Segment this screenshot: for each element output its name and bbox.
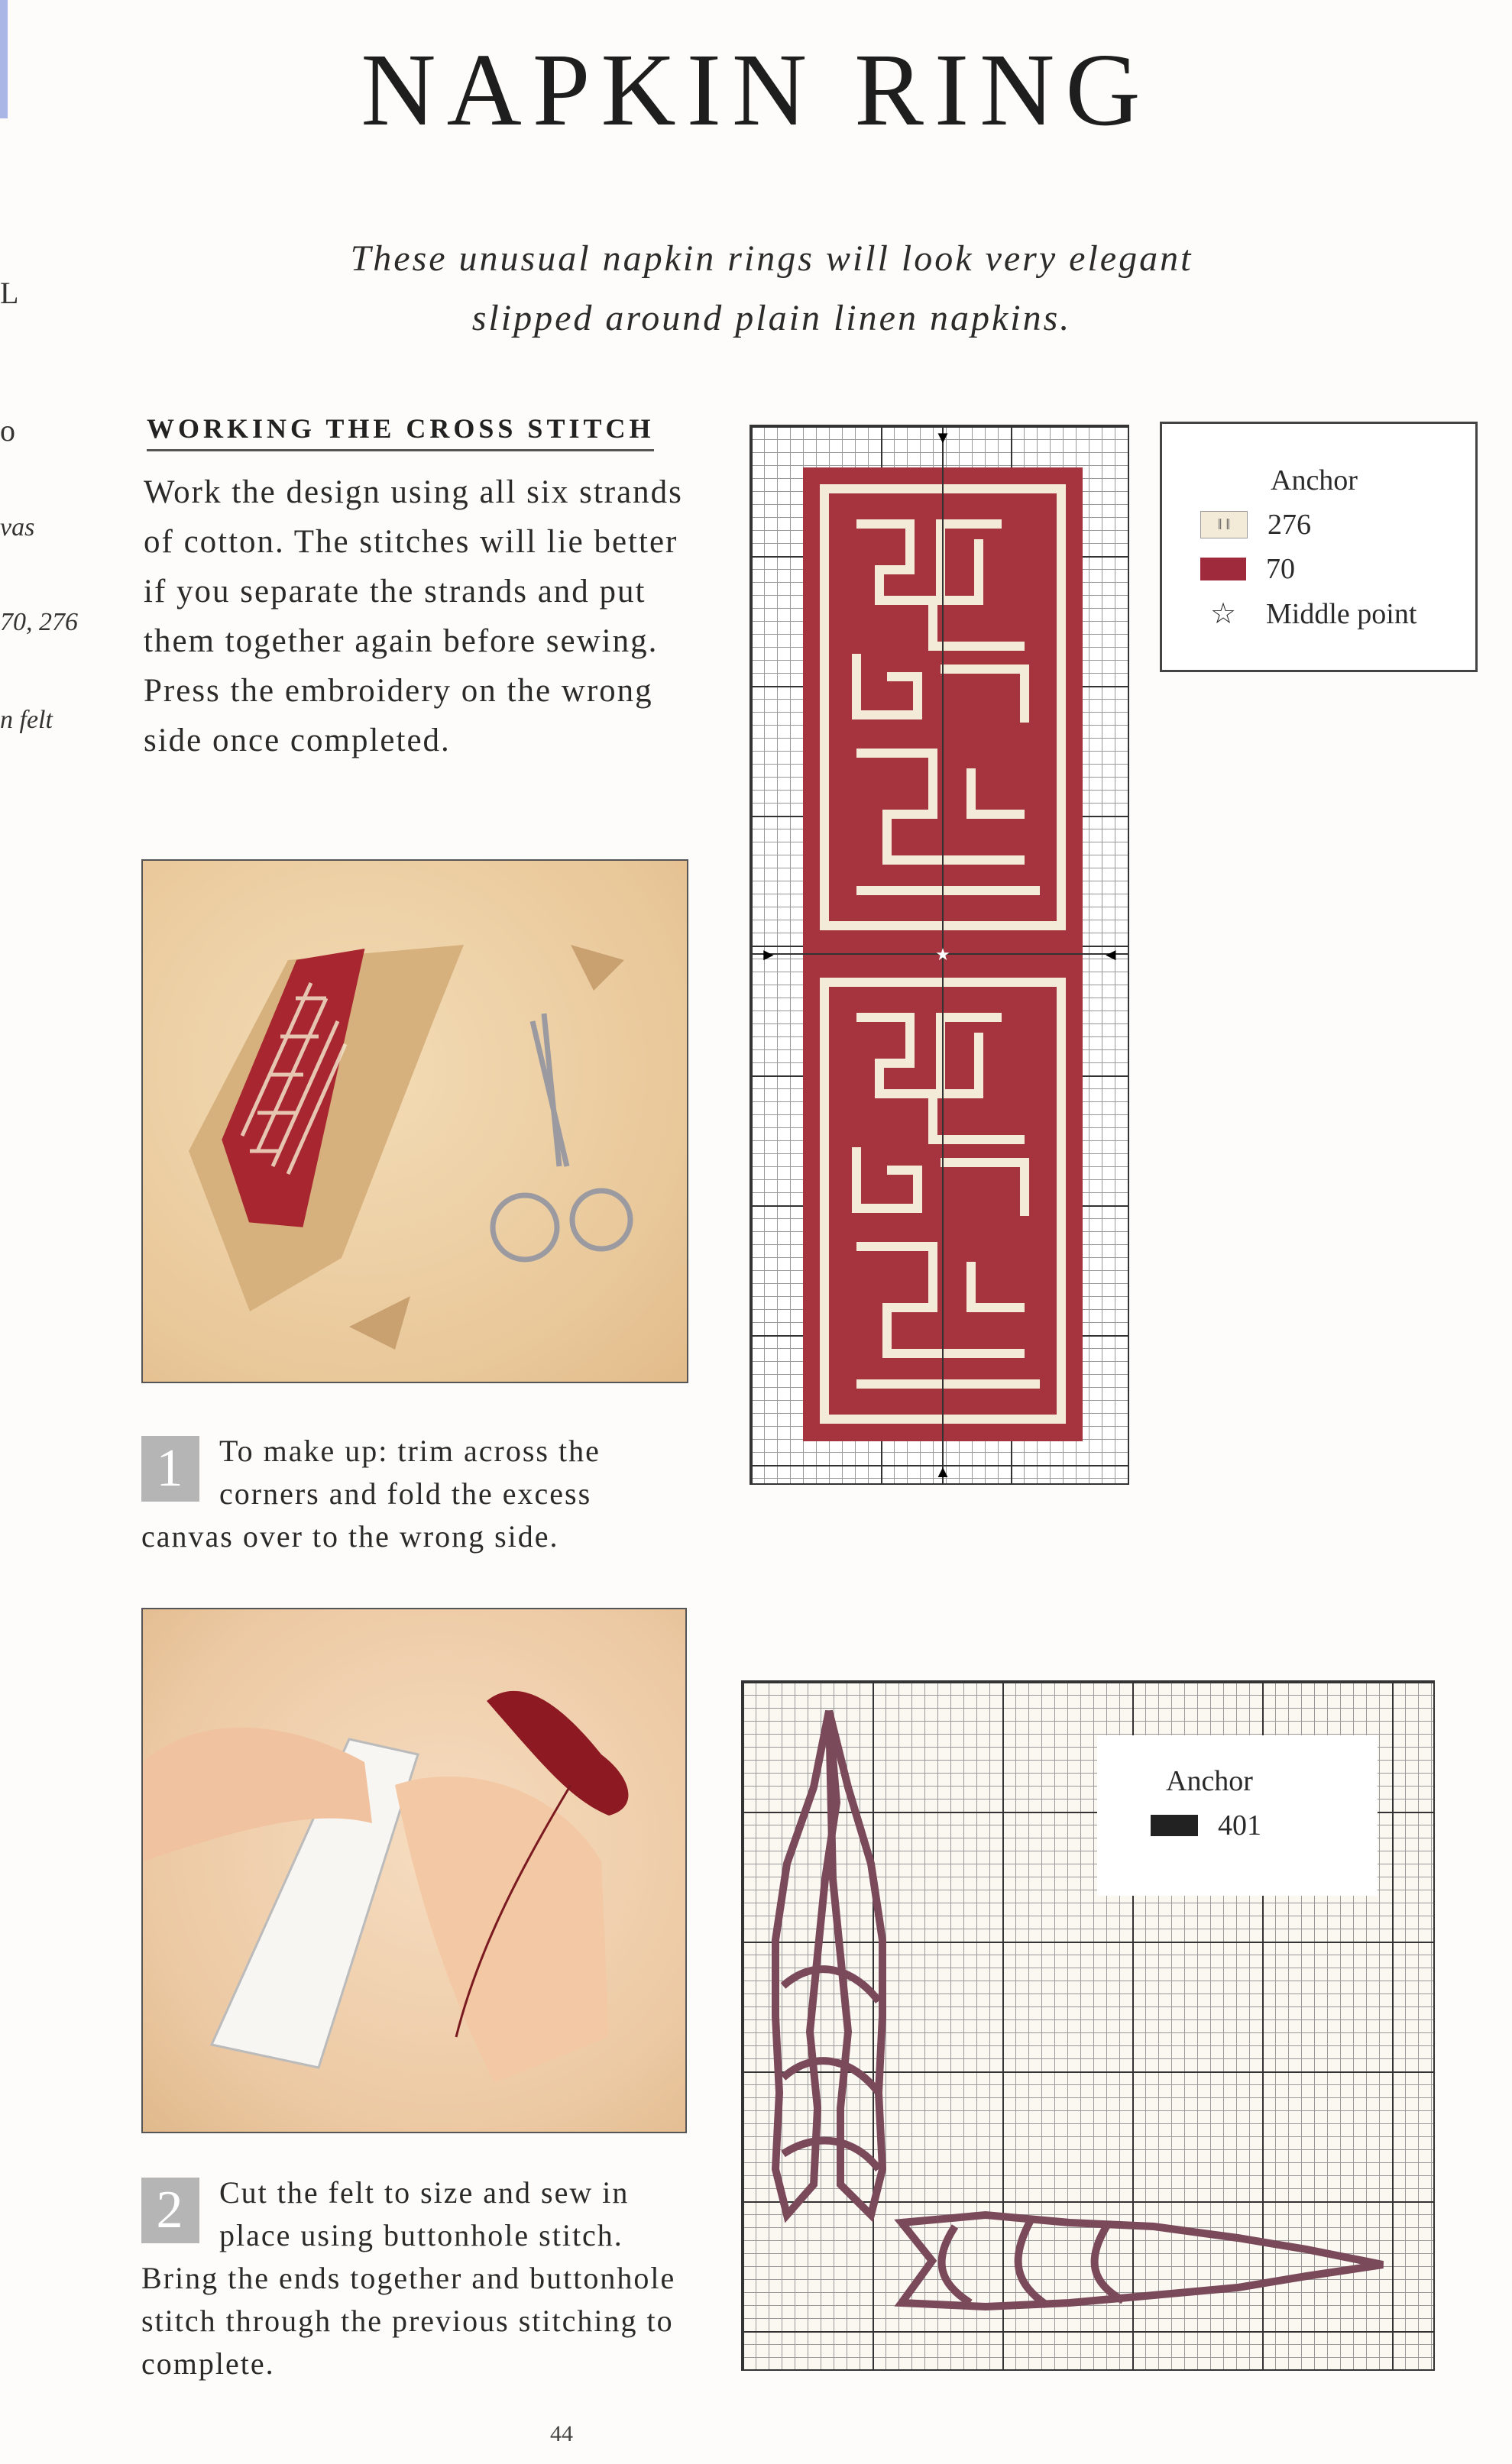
- subtitle-line: These unusual napkin rings will look very elegant: [350, 238, 1193, 279]
- subtitle-line: slipped around plain linen napkins.: [471, 298, 1072, 338]
- middle-point-star-icon: ★: [935, 945, 950, 964]
- key-label: 276: [1268, 509, 1311, 541]
- swatch-401: [1151, 1815, 1198, 1836]
- key-item: [1151, 1809, 1261, 1842]
- instructions-text: Work the design using all six strands of cotton. The stitches will lie better if you separate the strands and put them together again before sewing. Press the embroidery on the wrong side once completed.: [144, 474, 683, 758]
- chart-pattern: [750, 425, 1129, 1485]
- photo-illustration: [143, 861, 688, 1383]
- key-label: 70: [1266, 553, 1295, 585]
- photo-sewing-felt: [141, 1608, 687, 2133]
- arrow-down-icon: ▼: [934, 428, 951, 447]
- cross-stitch-chart-napkin-ring: [750, 425, 1129, 1485]
- step-number-badge: 1: [141, 1436, 199, 1502]
- arrow-left-icon: ◄: [1102, 945, 1119, 964]
- page-title: NAPKIN RING: [361, 33, 1151, 147]
- margin-fragment: L: [0, 276, 19, 310]
- arrow-right-icon: ►: [760, 945, 777, 964]
- arrow-up-icon: ▲: [934, 1462, 951, 1481]
- chart-key: [1160, 422, 1478, 672]
- margin-fragment: 70, 276: [0, 608, 78, 636]
- margin-fragment: vas: [0, 513, 35, 542]
- step-1: [141, 1430, 661, 1558]
- key-label: 401: [1218, 1809, 1261, 1842]
- key-label: Middle point: [1266, 597, 1417, 630]
- star-outline-icon: ☆: [1209, 598, 1237, 630]
- photo-illustration: [143, 1609, 687, 2133]
- step-number-badge: 2: [141, 2178, 199, 2243]
- section-heading: WORKING THE CROSS STITCH: [147, 412, 654, 451]
- margin-fragment: o: [0, 413, 15, 448]
- step-2: [141, 2171, 684, 2385]
- page-number: 44: [550, 2421, 573, 2446]
- step-1-text: To make up: trim across the corners and fold the excess canvas over to the wrong side.: [141, 1434, 601, 1554]
- swatch-70: [1200, 558, 1246, 580]
- key-heading: Anchor: [1166, 1765, 1253, 1797]
- key-item: [1200, 597, 1416, 631]
- margin-fragment: n felt: [0, 706, 53, 734]
- swatch-276: ǁ ǁ: [1200, 511, 1248, 538]
- key-item: [1200, 552, 1295, 586]
- key-item: [1200, 508, 1311, 542]
- chart-key-2: [1097, 1735, 1378, 1896]
- page-subtitle: [290, 229, 1253, 348]
- step-2-text: Cut the felt to size and sew in place using buttonhole stitch. Bring the ends together and buttonhole stitch through the previous stitching to complete.: [141, 2175, 676, 2381]
- photo-trimmed-canvas: [141, 859, 688, 1383]
- key-heading: Anchor: [1271, 464, 1358, 496]
